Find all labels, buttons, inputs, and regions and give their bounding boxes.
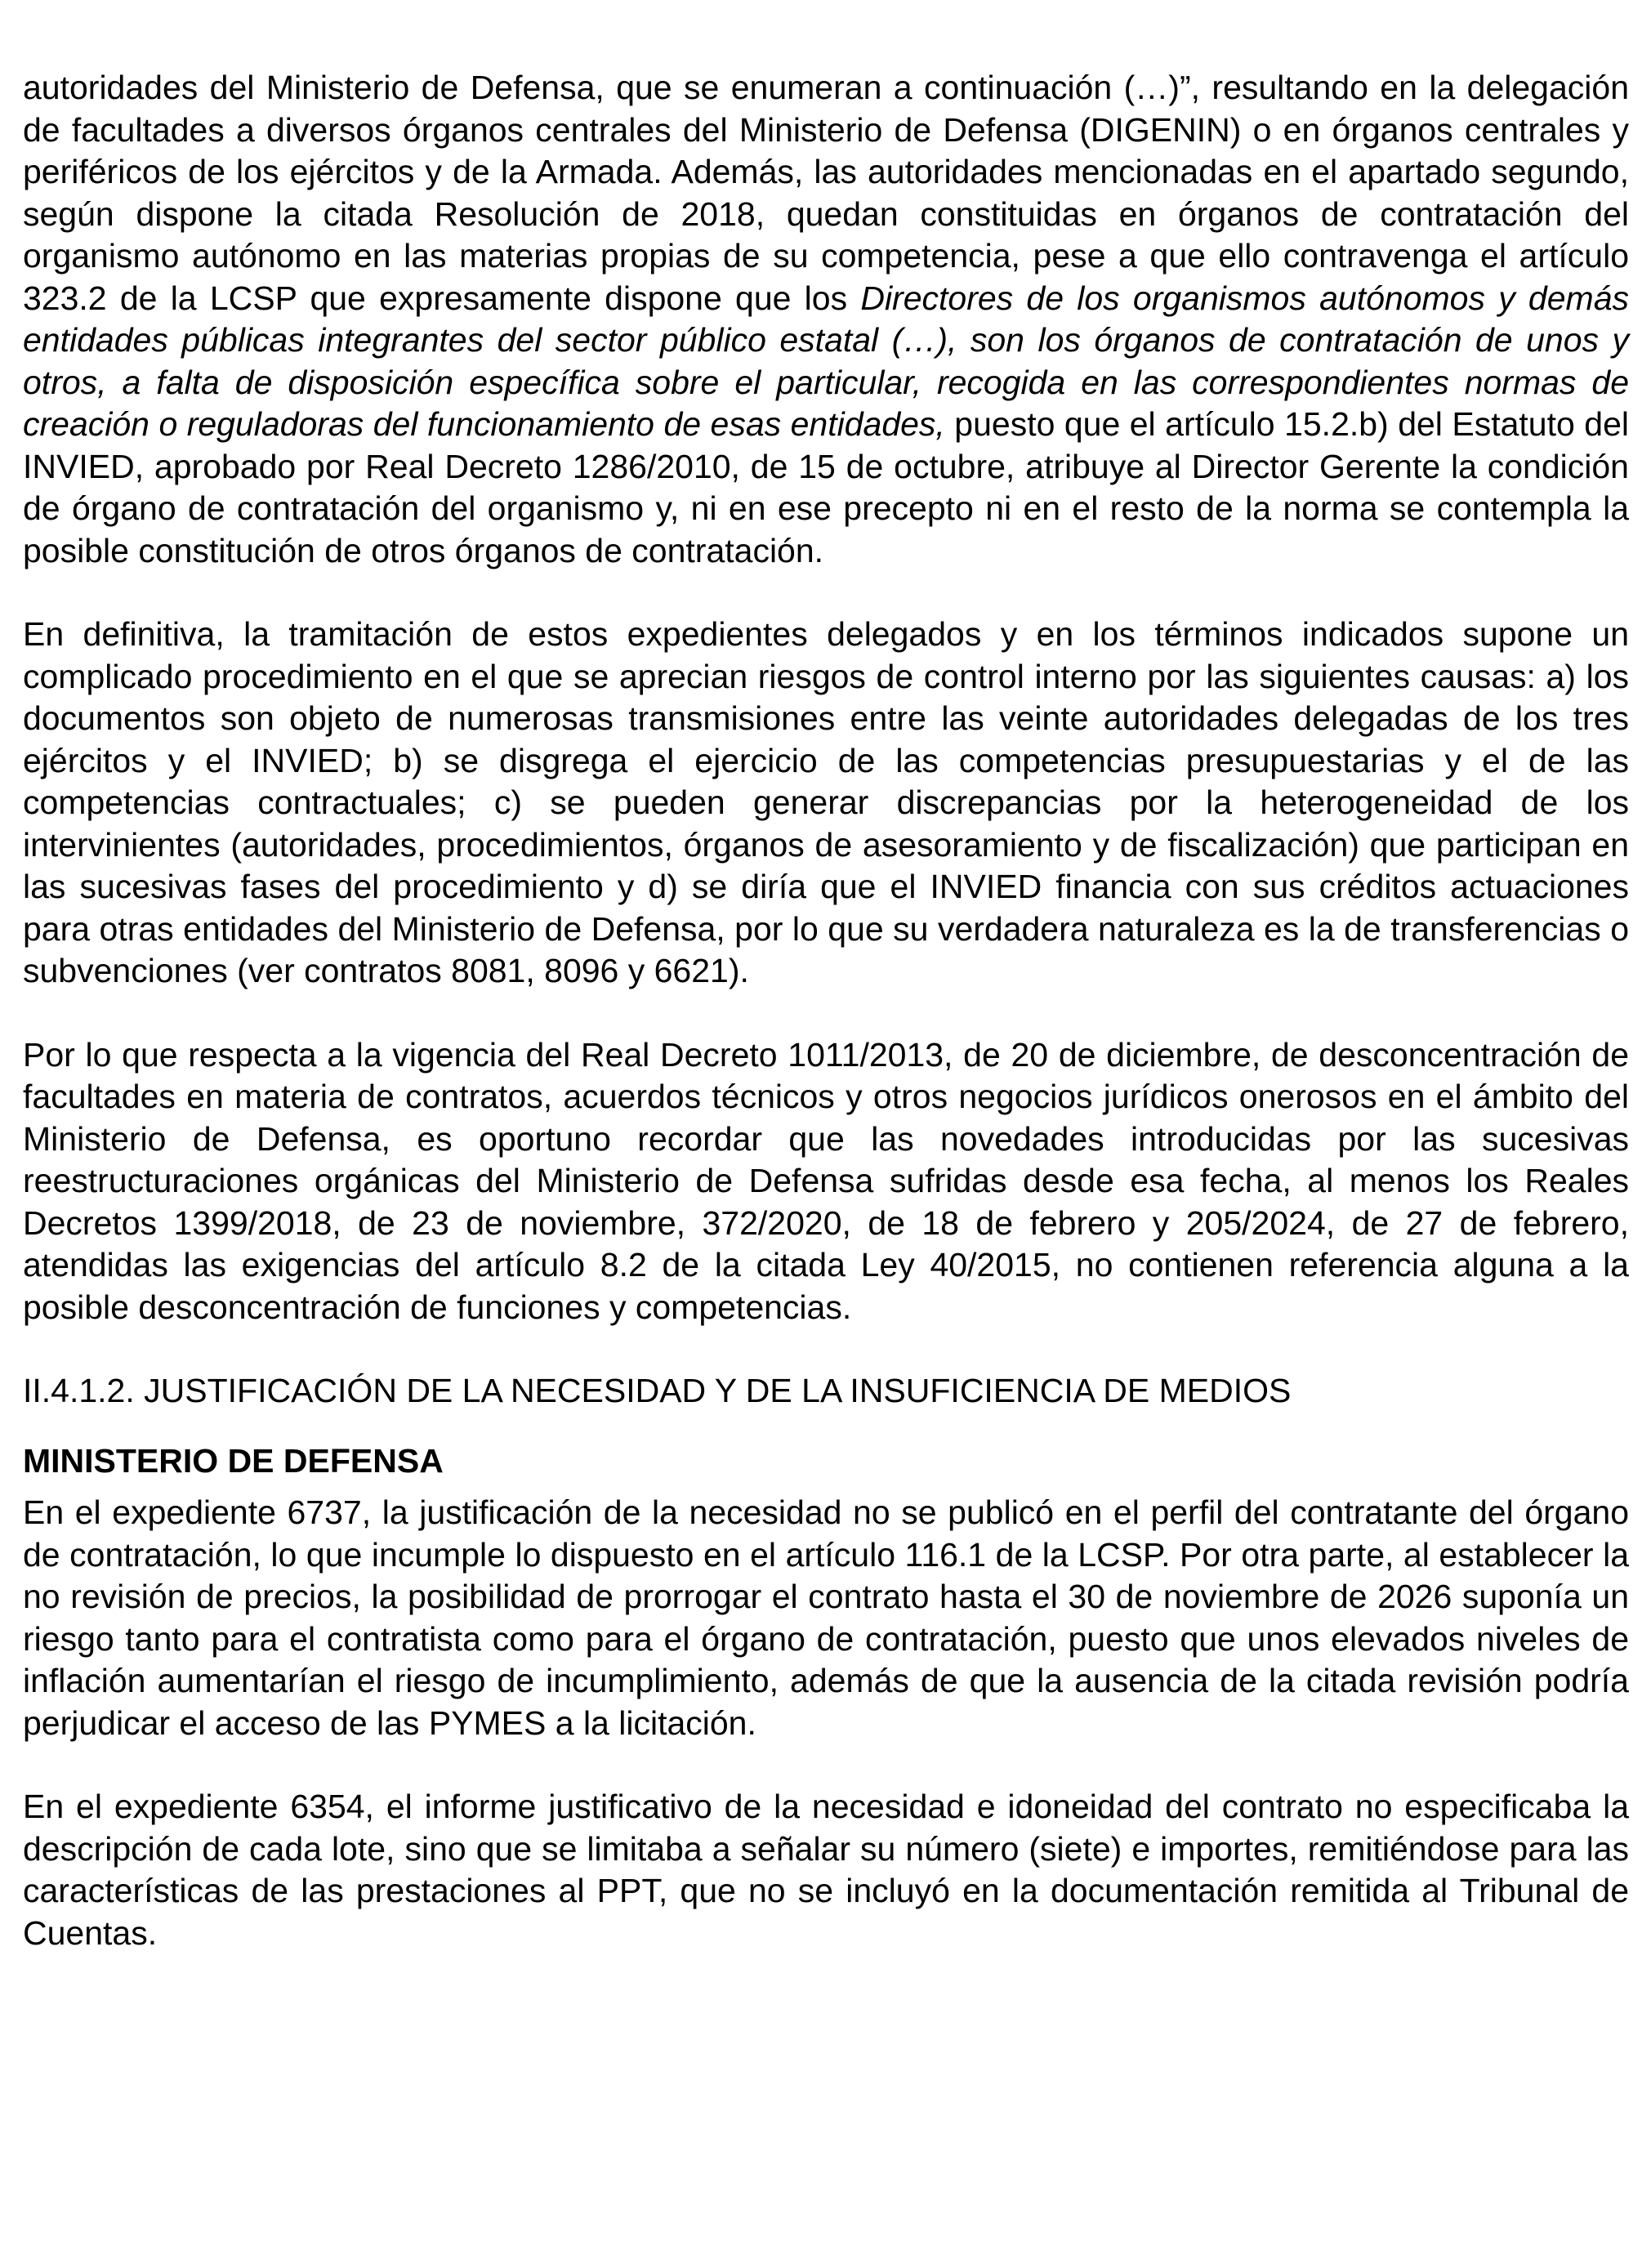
paragraph-gap: [23, 993, 1629, 1034]
paragraph-gap: [23, 1744, 1629, 1786]
paragraph-riesgos-control: En definitiva, la tramitación de estos expedientes delegados y en los términos indicados supone un complicado procedimiento en el que se aprecian riesgos de control interno por las siguientes causas: a) los documentos son objeto de numerosas transmisiones entre las veinte autoridades delegadas de los tres ejércitos y el INVIED; b) se disgrega el ejercicio de las competencias presupuestarias y el de las competencias contractuales; c) se pueden generar discrepancias por la heterogeneidad de los intervinientes (autoridades, procedimientos, órganos de asesoramiento y de fiscalización) que participan en las sucesivas fases del procedimiento y d) se diría que el INVIED financia con sus créditos actuaciones para otras entidades del Ministerio de Defensa, por lo que su verdadera naturaleza es la de transferencias o subvenciones (ver contratos 8081, 8096 y 6621).: [23, 615, 1629, 989]
paragraph-gap: [23, 1482, 1629, 1492]
paragraph-expediente-6354: En el expediente 6354, el informe justificativo de la necesidad e idoneidad del contrato no especificaba la descripción de cada lote, sino que se limitaba a señalar su número (siete) e importes, remitiéndose para las características de las prestaciones al PPT, que no se incluyó en la documentación remitida al Tribunal de Cuentas.: [23, 1788, 1629, 1952]
paragraph-vigencia-real-decreto: Por lo que respecta a la vigencia del Real Decreto 1011/2013, de 20 de diciembre, de desconcentración de facultades en materia de contratos, acuerdos técnicos y otros negocios jurídicos onerosos en el ámbito del Ministerio de Defensa, es oportuno recordar que las novedades introducidas por las sucesivas reestructuraciones orgánicas del Ministerio de Defensa sufridas desde esa fecha, al menos los Reales Decretos 1399/2018, de 23 de noviembre, 372/2020, de 18 de febrero y 205/2024, de 27 de febrero, atendidas las exigencias del artículo 8.2 de la citada Ley 40/2015, no contienen referencia alguna a la posible desconcentración de funciones y competencias.: [23, 1035, 1629, 1326]
italic-quote: Directores de los organismos autónomos y demás entidades públicas integrantes del sector público estatal (…), son los órganos de contratación de unos y otros, a falta de disposición específica sobre el particular, recogida en las correspondientes normas de creación o reguladoras del funcionamiento de esas entidades,: [23, 279, 1629, 443]
document-page: [23, 67, 1629, 1954]
section-heading: II.4.1.2. JUSTIFICACIÓN DE LA NECESIDAD Y DE LA INSUFICIENCIA DE MEDIOS: [23, 1372, 1292, 1409]
paragraph-text: puesto que el artículo 15.2.b) del Estatuto del INVIED, aprobado por Real Decreto 1286/2010, de 15 de octubre, atribuye al Director Gerente la condición de órgano de contratación del organismo y, ni en ese precepto ni en el resto de la norma se contempla la posible constitución de otros órganos de contratación.: [23, 405, 1629, 569]
paragraph-text: autoridades del Ministerio de Defensa, que se enumeran a continuación (…)”, resultando en la delegación de facultades a diversos órganos centrales del Ministerio de Defensa (DIGENIN) o en órganos centrales y periféricos de los ejércitos y de la Armada. Además, las autoridades mencionadas en el apartado segundo, según dispone la citada Resolución de 2018, quedan constituidas en órganos de contratación del organismo autónomo en las materias propias de su competencia, pese a que ello contravenga el artículo 323.2 de la LCSP que expresamente dispone que los: [23, 69, 1629, 317]
paragraph-gap: [23, 1413, 1629, 1440]
paragraph-organos-contratacion: [23, 67, 1629, 572]
subsection-heading: MINISTERIO DE DEFENSA: [23, 1441, 444, 1480]
paragraph-gap: [23, 1328, 1629, 1370]
paragraph-expediente-6737: En el expediente 6737, la justificación de la necesidad no se publicó en el perfil del contratante del órgano de contratación, lo que incumple lo dispuesto en el artículo 116.1 de la LCSP. Por otra parte, al establecer la no revisión de precios, la posibilidad de prorrogar el contrato hasta el 30 de noviembre de 2026 suponía un riesgo tanto para el contratista como para el órgano de contratación, puesto que unos elevados niveles de inflación aumentarían el riesgo de incumplimiento, además de que la ausencia de la citada revisión podría perjudicar el acceso de las PYMES a la licitación.: [23, 1493, 1629, 1742]
paragraph-gap: [23, 572, 1629, 614]
